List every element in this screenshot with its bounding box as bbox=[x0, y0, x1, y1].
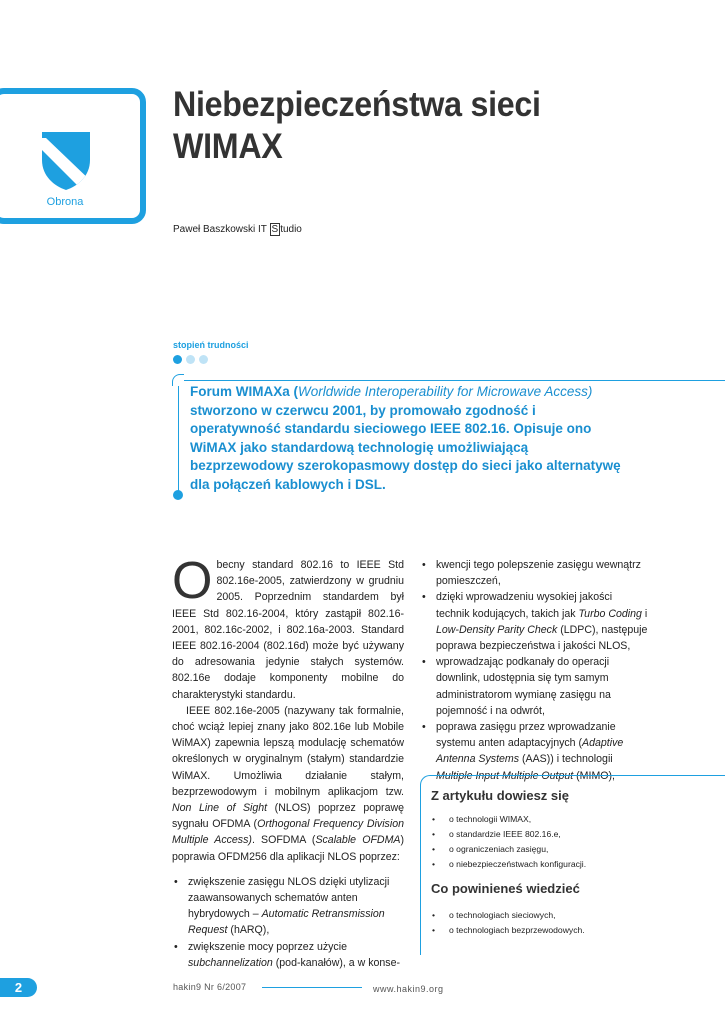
item-text: zwiększenie zasięgu NLOS dzięki utylizacji zaawansowanych schematów anten hybrydowych – bbox=[188, 875, 390, 921]
difficulty-dot bbox=[199, 355, 208, 364]
item-italic: Multiple Input Multiple Output bbox=[436, 769, 574, 782]
drop-cap: O bbox=[172, 552, 213, 610]
body-paragraph bbox=[172, 703, 404, 865]
footer-url: www.hakin9.org bbox=[373, 984, 444, 994]
section-label: Obrona bbox=[46, 196, 84, 208]
item-text: kwencji tego polepszenie zasięgu wewnątrz pomieszczeń, bbox=[436, 559, 641, 588]
paragraph-text: ) poprawia OFDM256 dla aplikacji NLOS poprzez: bbox=[172, 834, 405, 863]
item-italic: Turbo Coding bbox=[578, 607, 642, 620]
item-text: poprawa zasięgu przez wprowadzanie systemu anten adaptacyjnych ( bbox=[436, 721, 616, 750]
item-text: (hARQ), bbox=[227, 924, 270, 937]
difficulty-dot bbox=[186, 355, 195, 364]
shield-icon bbox=[40, 130, 92, 192]
box-list bbox=[431, 812, 721, 872]
item-text: wprowadzając podkanały do operacji downlink, udostępnia się tym samym administratorom wymianę zasięgu na pojemność i na odwrót, bbox=[436, 656, 611, 717]
lead-text: stworzono w czerwcu 2001, by promowało zgodność i operatywność standardu sieciowego IEEE 802.16. Opisuje ono WiMAX jako standardową technologię umożliwiającą bezprzewodowy szerokopasmowy dostęp do sieci jako alternatywę dla połączeń kablowych i DSL. bbox=[190, 402, 621, 492]
list-item-continued bbox=[420, 557, 648, 589]
item-text: zwiększenie mocy poprzez użycie bbox=[188, 940, 347, 953]
paragraph-text: IEEE 802.16e-2005 (nazywany tak formalnie, choć wciąż lepiej znany jako 802.16e lub Mobile WiMAX) zapewnia lepszą modulację schematów określonych w oryginalnym (stałym) standardzie WiMAX. Umożliwia działanie stałym, bezprzewodowym i mobilnym aplikacjom tzw. bbox=[172, 704, 404, 798]
list-item bbox=[420, 654, 648, 719]
paragraph-italic: Scalable OFDMA bbox=[315, 834, 401, 847]
body-paragraph bbox=[172, 552, 404, 703]
box-list-item: • o ograniczeniach zasięgu, bbox=[431, 842, 721, 857]
paragraph-italic: Non Line of Sight bbox=[172, 802, 268, 815]
paragraph-text: (NLOS) poprzez poprawę sygnału OFDMA ( bbox=[172, 802, 404, 831]
bullet-list bbox=[420, 557, 648, 784]
item-text: (pod-kanałów), a w konse- bbox=[272, 956, 400, 969]
item-text: (MIMO), bbox=[573, 769, 615, 782]
item-italic: Adaptive Antenna Systems bbox=[436, 737, 624, 766]
bullet-list bbox=[172, 874, 404, 971]
lead-rule bbox=[178, 380, 725, 381]
studio-initial: S bbox=[271, 224, 279, 235]
box-list bbox=[431, 908, 721, 938]
lead-text: Forum WIMAXa ( bbox=[190, 384, 298, 399]
box-list-item: • o standardzie IEEE 802.16.e, bbox=[431, 827, 721, 842]
difficulty-label: stopień trudności bbox=[173, 340, 249, 350]
lead-corner bbox=[172, 374, 184, 386]
body-column-right bbox=[420, 557, 648, 784]
box-heading: Co powinieneś wiedzieć bbox=[431, 881, 580, 896]
box-list-item: • o technologii WIMAX, bbox=[431, 812, 721, 827]
box-list-item: • o technologiach bezprzewodowych. bbox=[431, 923, 721, 938]
page-number: 2 bbox=[0, 978, 37, 997]
item-text: (AAS)) i technologii bbox=[519, 753, 613, 766]
list-item bbox=[172, 939, 404, 971]
lead-text-italic: Worldwide Interoperability for Microwave Access) bbox=[298, 384, 593, 399]
item-italic: Automatic Retransmission Request bbox=[188, 908, 385, 937]
box-list-item: • o niebezpieczeństwach konfiguracji. bbox=[431, 857, 721, 872]
article-title bbox=[173, 84, 651, 168]
studio-rest: tudio bbox=[280, 224, 302, 235]
item-text: dzięki wprowadzeniu wysokiej jakości technik kodujących, takich jak bbox=[436, 591, 613, 620]
footer-issue: hakin9 Nr 6/2007 bbox=[173, 982, 247, 992]
lead-dot bbox=[173, 490, 183, 500]
item-italic: Low-Density Parity Check bbox=[436, 623, 558, 636]
difficulty-dot bbox=[173, 355, 182, 364]
lead-paragraph bbox=[190, 383, 630, 494]
body-column-left bbox=[172, 552, 405, 971]
difficulty-dots bbox=[173, 355, 208, 364]
paragraph-text: becny standard 802.16 to IEEE Std 802.16e-2005, zatwierdzony w grudniu 2005. Poprzednim standardem był IEEE Std 802.16-2004, który zastąpił 802.16-2001, 802.16c-2002, i 802.16a-2003. Standard IEEE 802.16-2004 (802.16d) może być używany do adresowania jedynie stałych systemów. 802.16e dodaje komponenty mobilne do charakterystyki standardu. bbox=[172, 559, 404, 701]
footer-rule bbox=[262, 987, 362, 988]
list-item bbox=[420, 589, 648, 654]
box-list-item: • o technologiach sieciowych, bbox=[431, 908, 721, 923]
title-line: WIMAX bbox=[173, 127, 283, 166]
item-text: i bbox=[641, 607, 648, 620]
title-line: Niebezpieczeństwa sieci bbox=[173, 85, 541, 124]
lead-rule-vertical bbox=[178, 380, 179, 494]
paragraph-text: . SOFDMA ( bbox=[251, 834, 316, 847]
paragraph-italic: Orthogonal Frequency Division Multiple Access) bbox=[172, 818, 404, 847]
author-name: Paweł Baszkowski IT bbox=[173, 224, 270, 235]
item-italic: subchannelization bbox=[188, 956, 273, 969]
list-item bbox=[172, 874, 404, 939]
box-heading: Z artykułu dowiesz się bbox=[431, 788, 569, 803]
author-line bbox=[173, 224, 302, 235]
item-text: (LDPC), następuje poprawa bezpieczeństwa i jakości NLOS, bbox=[436, 623, 648, 653]
